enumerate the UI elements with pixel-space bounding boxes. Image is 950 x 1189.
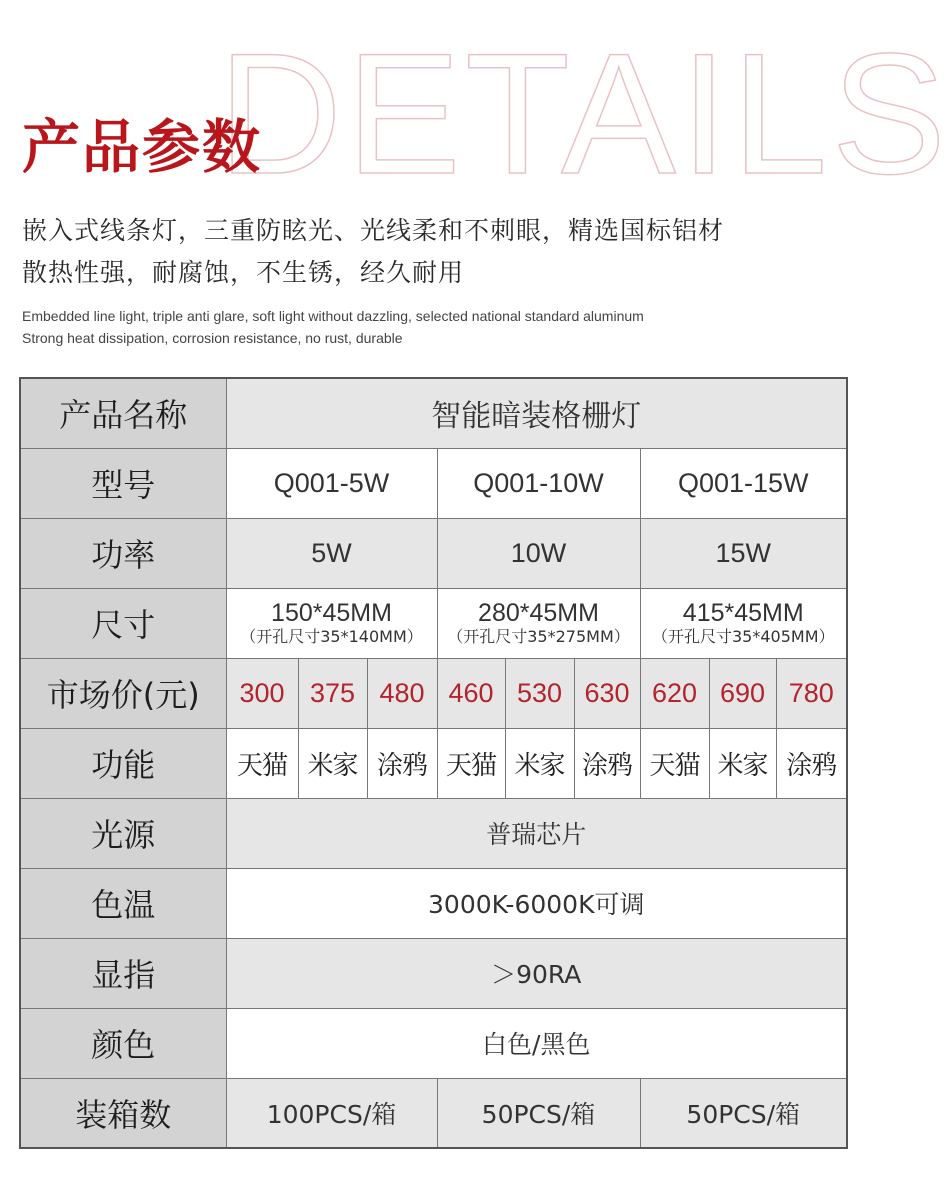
price-cell: 375 — [298, 658, 367, 728]
value-product-name: 智能暗装格栅灯 — [226, 378, 847, 448]
label-packing: 装箱数 — [20, 1078, 226, 1148]
function-cell: 天猫 — [226, 728, 298, 798]
row-cri — [20, 938, 847, 1008]
price-cell: 620 — [640, 658, 709, 728]
price-cell: 300 — [226, 658, 298, 728]
row-color — [20, 1008, 847, 1078]
details-watermark: DETAILS — [218, 18, 950, 210]
function-cell: 米家 — [505, 728, 574, 798]
chinese-description — [22, 210, 724, 294]
label-color: 颜色 — [20, 1008, 226, 1078]
row-model — [20, 448, 847, 518]
row-size — [20, 588, 847, 658]
spec-table — [19, 377, 848, 1149]
page-title: 产品参数 — [22, 113, 263, 181]
label-cri: 显指 — [20, 938, 226, 1008]
value-model: Q001-10W — [437, 448, 640, 518]
value-size — [226, 588, 437, 658]
label-product-name: 产品名称 — [20, 378, 226, 448]
price-cell: 460 — [437, 658, 505, 728]
row-light-source — [20, 798, 847, 868]
size-cutout: （开孔尺寸35*405MM） — [651, 627, 835, 646]
value-size — [640, 588, 847, 658]
value-packing: 100PCS/箱 — [226, 1078, 437, 1148]
value-model: Q001-5W — [226, 448, 437, 518]
price-cell: 530 — [505, 658, 574, 728]
value-cri: ＞90RA — [226, 938, 847, 1008]
function-cell: 涂鸦 — [574, 728, 640, 798]
row-function — [20, 728, 847, 798]
english-description — [22, 305, 644, 349]
value-size — [437, 588, 640, 658]
value-light-source: 普瑞芯片 — [226, 798, 847, 868]
row-power — [20, 518, 847, 588]
value-packing: 50PCS/箱 — [437, 1078, 640, 1148]
function-cell: 米家 — [298, 728, 367, 798]
price-cell: 630 — [574, 658, 640, 728]
value-power: 15W — [640, 518, 847, 588]
value-color: 白色/黑色 — [226, 1008, 847, 1078]
size-dimension: 150*45MM — [271, 599, 392, 627]
value-power: 10W — [437, 518, 640, 588]
label-function: 功能 — [20, 728, 226, 798]
label-price: 市场价(元) — [20, 658, 226, 728]
function-cell: 天猫 — [640, 728, 709, 798]
price-cell: 480 — [367, 658, 437, 728]
function-cell: 涂鸦 — [776, 728, 847, 798]
row-price — [20, 658, 847, 728]
row-color-temp — [20, 868, 847, 938]
size-dimension: 280*45MM — [478, 599, 599, 627]
function-cell: 米家 — [709, 728, 776, 798]
english-description-line-1: Embedded line light, triple anti glare, soft light without dazzling, selected national standard aluminum — [22, 308, 644, 324]
function-cell: 涂鸦 — [367, 728, 437, 798]
function-cell: 天猫 — [437, 728, 505, 798]
value-packing: 50PCS/箱 — [640, 1078, 847, 1148]
row-packing — [20, 1078, 847, 1148]
size-dimension: 415*45MM — [682, 599, 804, 627]
price-cell: 690 — [709, 658, 776, 728]
size-cutout: （开孔尺寸35*140MM） — [240, 627, 423, 646]
row-product-name — [20, 378, 847, 448]
label-model: 型号 — [20, 448, 226, 518]
label-size: 尺寸 — [20, 588, 226, 658]
value-power: 5W — [226, 518, 437, 588]
price-cell: 780 — [776, 658, 847, 728]
label-light-source: 光源 — [20, 798, 226, 868]
chinese-description-line-2: 散热性强，耐腐蚀，不生锈，经久耐用 — [22, 258, 465, 287]
label-power: 功率 — [20, 518, 226, 588]
size-cutout: （开孔尺寸35*275MM） — [447, 627, 630, 646]
chinese-description-line-1: 嵌入式线条灯，三重防眩光、光线柔和不刺眼，精选国标铝材 — [22, 216, 725, 245]
english-description-line-2: Strong heat dissipation, corrosion resistance, no rust, durable — [22, 330, 403, 346]
label-color-temp: 色温 — [20, 868, 226, 938]
value-model: Q001-15W — [640, 448, 847, 518]
value-color-temp: 3000K-6000K可调 — [226, 868, 847, 938]
